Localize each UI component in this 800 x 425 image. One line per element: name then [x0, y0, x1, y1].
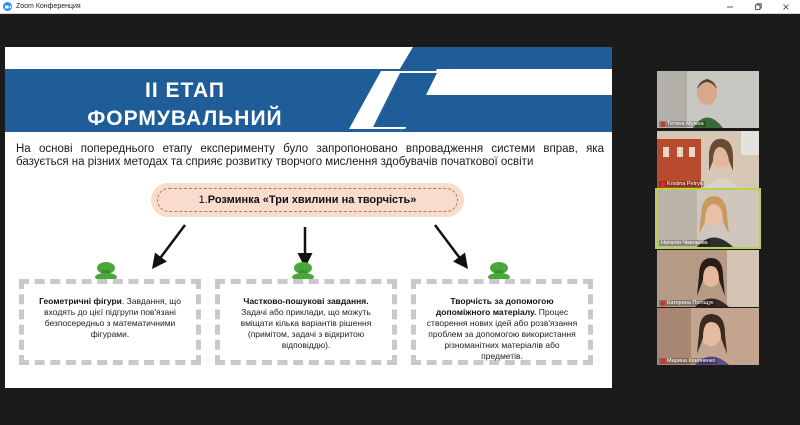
warmup-title: Розминка «Три хвилини на творчість»	[207, 194, 417, 206]
card-title: Геометричні фігури	[39, 296, 122, 306]
minimize-button[interactable]	[716, 0, 744, 13]
zoom-logo-icon	[3, 2, 12, 11]
participant-tile-active-speaker[interactable]	[657, 190, 759, 247]
close-icon	[782, 3, 790, 11]
minimize-icon	[726, 3, 734, 11]
card-geometric	[19, 279, 201, 365]
participant-name: Kristina Petryk	[667, 181, 703, 187]
card-text: . Завдання, що входять до цієї підгрупи пов'язані безпосередньо з математичними фігурами.	[44, 296, 181, 339]
slide-title-line1: II ЕТАП	[145, 79, 225, 102]
card-text: Задачі або приклади, що можуть вміщати кілька варіантів рішення (примітом, задачі з відкритою відповіддю).	[240, 307, 372, 350]
window-title: Zoom Конференция	[16, 3, 81, 10]
participant-name: Катерина Поліщук	[667, 300, 714, 306]
participant-tile[interactable]	[657, 131, 759, 188]
arrow-left	[155, 225, 185, 265]
card-text: Процес створення нових ідей або розв'язання проблем за допомогою використання різноманітних матеріалів або предметів.	[426, 307, 578, 361]
warmup-number: 1.	[198, 194, 208, 206]
participant-video	[657, 131, 759, 188]
participant-name: Наталія Чмельова	[661, 240, 708, 246]
shared-slide	[5, 47, 612, 388]
participant-name: Тетяна Мухіна	[667, 121, 704, 127]
participant-video	[657, 71, 759, 128]
slide-intro-text: На основі попереднього етапу експерименту було запропоновано впровадження системи вправ, яка базується на різних методах та сприяє розвитку творчого мислення здобувачів початкової освіти	[16, 143, 604, 168]
participant-name: Марина Кононенко	[667, 358, 716, 364]
participant-video	[657, 308, 759, 365]
slide-title-line2: ФОРМУВАЛЬНИЙ	[87, 107, 283, 130]
arrow-right	[435, 225, 465, 265]
card-creativity	[411, 279, 593, 365]
maximize-button[interactable]	[744, 0, 772, 13]
participant-tile[interactable]	[657, 71, 759, 128]
muted-mic-icon	[661, 182, 665, 187]
muted-mic-icon	[661, 301, 665, 306]
close-button[interactable]	[772, 0, 800, 13]
participant-video	[657, 190, 759, 247]
card-title: Частково-пошукові завдання.	[243, 296, 369, 306]
restore-icon	[754, 3, 762, 11]
participant-tile[interactable]	[657, 250, 759, 307]
muted-mic-icon	[661, 359, 665, 364]
card-title: Творчість за допомогою допоміжного матеріалу.	[435, 296, 554, 317]
card-partial-search	[215, 279, 397, 365]
participant-tile[interactable]	[657, 308, 759, 365]
window-titlebar	[0, 0, 800, 14]
muted-mic-icon	[661, 122, 665, 127]
participant-video	[657, 250, 759, 307]
